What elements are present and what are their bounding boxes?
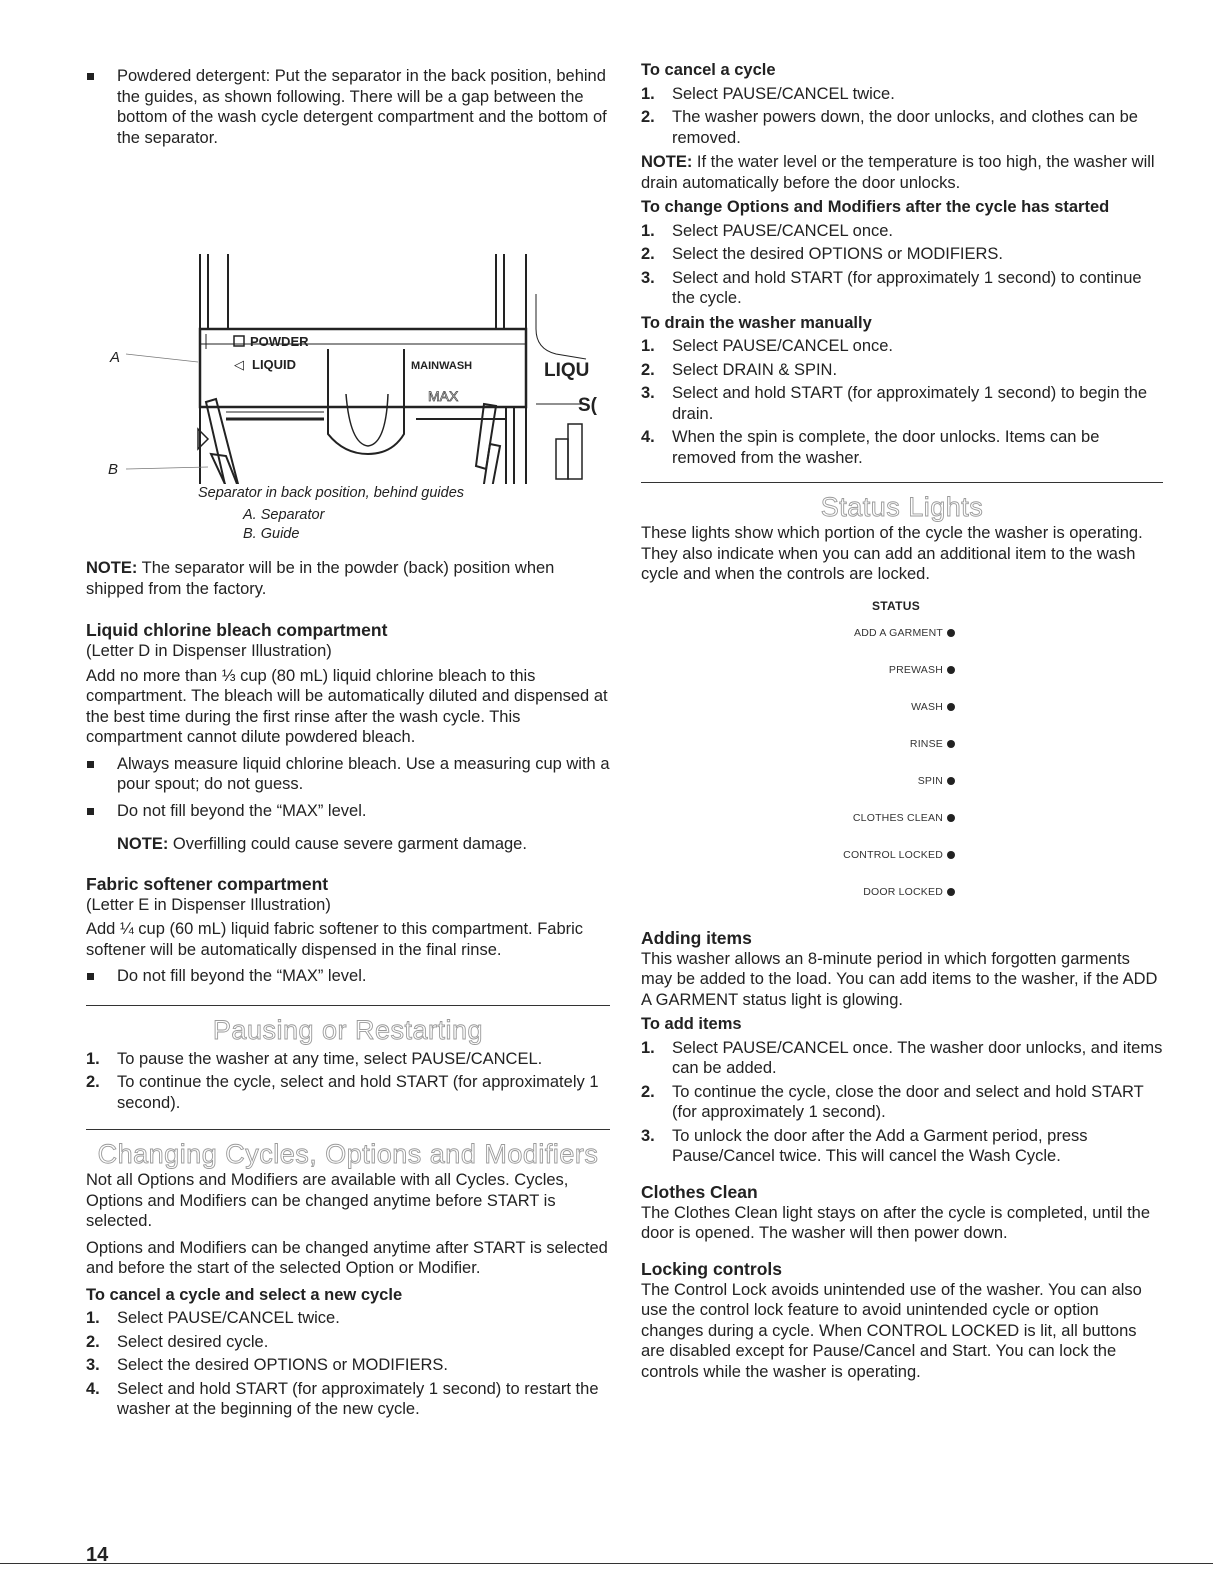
change-step-2: 2. Select the desired OPTIONS or MODIFIERS. — [641, 245, 1004, 263]
indicator-dot-icon — [947, 740, 955, 748]
cancel-step-2: 2. The washer powers down, the door unlocks, and clothes can be removed. — [641, 108, 1138, 147]
cancel-new-step-4: 4. Select and hold START (for approximately 1 second) to restart the washer at the beginning of the new cycle. — [86, 1379, 599, 1418]
status-light-control-locked: CONTROL LOCKED — [843, 849, 955, 861]
figure-legend-b: B. Guide — [243, 526, 300, 542]
right-column — [641, 60, 1163, 1382]
figure-label-b: B — [108, 461, 119, 478]
left-column — [86, 60, 610, 1423]
status-light-add-garment: ADD A GARMENT — [854, 627, 955, 639]
clothes-clean-body: The Clothes Clean light stays on after the cycle is completed, until the door is opened. The washer will then power down. — [641, 1203, 1151, 1242]
figure-caption: Separator in back position, behind guides — [198, 485, 465, 501]
cancel-step-1: 1. Select PAUSE/CANCEL twice. — [641, 84, 895, 103]
status-intro: These lights show which portion of the cycle the washer is operating. They also indicate when you can add an additional item to the wash cycle and when the controls are locked. — [641, 524, 1143, 583]
dispenser-figure — [86, 154, 610, 484]
bleach-body: Add no more than ⅓ cup (80 mL) liquid chlorine bleach to this compartment. The bleach will be automatically diluted and dispensed at the best time during the first rinse after the wash cycle. This compartment cannot dilute powdered bleach. — [86, 666, 608, 746]
add-step-3: 3. To unlock the door after the Add a Garment period, press Pause/Cancel twice. This will cancel the Wash Cycle. — [641, 1126, 1088, 1165]
figure-max-text: MAX — [428, 388, 459, 404]
indicator-dot-icon — [947, 703, 955, 711]
cancel-new-heading: To cancel a cycle and select a new cycle — [86, 1285, 403, 1304]
adding-heading: Adding items — [641, 927, 752, 948]
figure-powder-text: POWDER — [250, 334, 309, 349]
divider — [86, 1129, 610, 1130]
adding-body: This washer allows an 8-minute period in which forgotten garments may be added to the load. You can add items to the washer, if the ADD A GARMENT status light is glowing. — [641, 949, 1158, 1009]
pausing-heading: Pausing or Restarting — [212, 1014, 484, 1045]
figure-liquid-text: LIQUID — [252, 357, 297, 372]
cancel-new-step-3: 3. Select the desired OPTIONS or MODIFIERS. — [86, 1356, 449, 1374]
changing-p1: Not all Options and Modifiers are available with all Cycles. Cycles, Options and Modifiers can be changed anytime before START is selected. — [86, 1171, 569, 1230]
add-step-2: 2. To continue the cycle, close the door and select and hold START (for approximately 1 second). — [641, 1082, 1144, 1121]
figure-s-text: S( — [578, 395, 597, 416]
indicator-dot-icon — [947, 814, 955, 822]
separator-note: NOTE: The separator will be in the powder (back) position when shipped from the factory. — [86, 559, 555, 598]
softener-bullet-1: Do not fill beyond the “MAX” level. — [86, 966, 610, 987]
drain-step-1: 1. Select PAUSE/CANCEL once. — [641, 337, 894, 355]
changing-p2: Options and Modifiers can be changed anytime after START is selected and before the start of the selected Option or Modifier. — [86, 1238, 608, 1277]
separator-illustration — [86, 154, 606, 484]
changing-heading: Changing Cycles, Options and Modifiers — [97, 1139, 599, 1169]
figure-mainwash-text: MAINWASH — [411, 360, 473, 372]
cancel-new-step-1: 1. Select PAUSE/CANCEL twice. — [86, 1309, 340, 1327]
svg-text:◁: ◁ — [234, 357, 244, 372]
status-lights-heading: Status Lights — [820, 492, 984, 522]
change-heading: To change Options and Modifiers after the cycle has started — [641, 198, 1110, 216]
bleach-bullet-1: Always measure liquid chlorine bleach. Use a measuring cup with a pour spout; do not guess. — [86, 754, 610, 795]
clothes-clean-heading: Clothes Clean — [641, 1181, 758, 1202]
divider — [641, 482, 1163, 483]
change-step-1: 1. Select PAUSE/CANCEL once. — [641, 221, 894, 240]
indicator-dot-icon — [947, 851, 955, 859]
status-light-door-locked: DOOR LOCKED — [863, 886, 955, 898]
status-light-prewash: PREWASH — [889, 664, 955, 676]
bleach-bullet-2: Do not fill beyond the “MAX” level. NOTE: Overfilling could cause severe garment damage. — [86, 801, 610, 855]
drain-step-3: 3. Select and hold START (for approximately 1 second) to begin the drain. — [641, 384, 1148, 423]
figure-legend-a: A. Separator — [243, 507, 325, 523]
indicator-dot-icon — [947, 888, 955, 896]
softener-heading: Fabric softener compartment — [86, 873, 329, 894]
figure-label-a: A — [110, 349, 121, 366]
change-step-3: 3. Select and hold START (for approximately 1 second) to continue the cycle. — [641, 268, 1142, 307]
status-light-wash: WASH — [911, 701, 955, 713]
locking-heading: Locking controls — [641, 1258, 782, 1279]
cancel-new-step-2: 2. Select desired cycle. — [86, 1332, 269, 1351]
cancel-note: NOTE: If the water level or the temperature is too high, the washer will drain automatically before the door unlocks. — [641, 153, 1155, 192]
locking-body: The Control Lock avoids unintended use of the washer. You can also use the control lock feature to avoid unintended cycle or option changes during a cycle. When CONTROL LOCKED is lit, all buttons are disabled except for Pause/Cancel and Start. You can lock the controls while the washer is operating. — [641, 1280, 1142, 1381]
indicator-dot-icon — [947, 666, 955, 674]
pausing-step-2: 2. To continue the cycle, select and hold START (for approximately 1 second). — [86, 1073, 599, 1112]
bottom-rule — [0, 1563, 1213, 1564]
indicator-dot-icon — [947, 629, 955, 637]
drain-step-4: 4. When the spin is complete, the door unlocks. Items can be removed from the washer. — [641, 428, 1100, 467]
status-light-rinse: RINSE — [910, 738, 955, 750]
figure-liqu-text: LIQU — [544, 360, 590, 381]
status-panel-title: STATUS — [872, 598, 921, 613]
drain-step-2: 2. Select DRAIN & SPIN. — [641, 360, 838, 379]
divider — [86, 1005, 610, 1006]
bleach-heading: Liquid chlorine bleach compartment — [86, 620, 388, 640]
add-step-1: 1. Select PAUSE/CANCEL once. The washer door unlocks, and items can be added. — [641, 1038, 1163, 1077]
drain-heading: To drain the washer manually — [641, 313, 872, 332]
softener-subheading: (Letter E in Dispenser Illustration) — [86, 895, 331, 914]
add-items-heading: To add items — [641, 1015, 742, 1033]
cancel-heading: To cancel a cycle — [641, 61, 776, 79]
page-number: 14 — [86, 1544, 109, 1566]
indicator-dot-icon — [947, 777, 955, 785]
bleach-subheading: (Letter D in Dispenser Illustration) — [86, 642, 332, 660]
status-light-spin: SPIN — [918, 775, 955, 787]
pausing-step-1: 1. To pause the washer at any time, select PAUSE/CANCEL. — [86, 1049, 543, 1068]
softener-body: Add ¼ cup (60 mL) liquid fabric softener to this compartment. Fabric softener will be automatically dispensed in the final rinse. — [86, 920, 584, 959]
status-panel — [641, 599, 1163, 899]
bleach-note: NOTE: Overfilling could cause severe garment damage. — [117, 835, 527, 853]
status-light-clothes-clean: CLOTHES CLEAN — [853, 812, 955, 824]
powdered-detergent-bullet: Powdered detergent: Put the separator in the back position, behind the guides, as shown following. There will be a gap between the bottom of the wash cycle detergent compartment and the bottom of the separator. — [86, 66, 610, 148]
